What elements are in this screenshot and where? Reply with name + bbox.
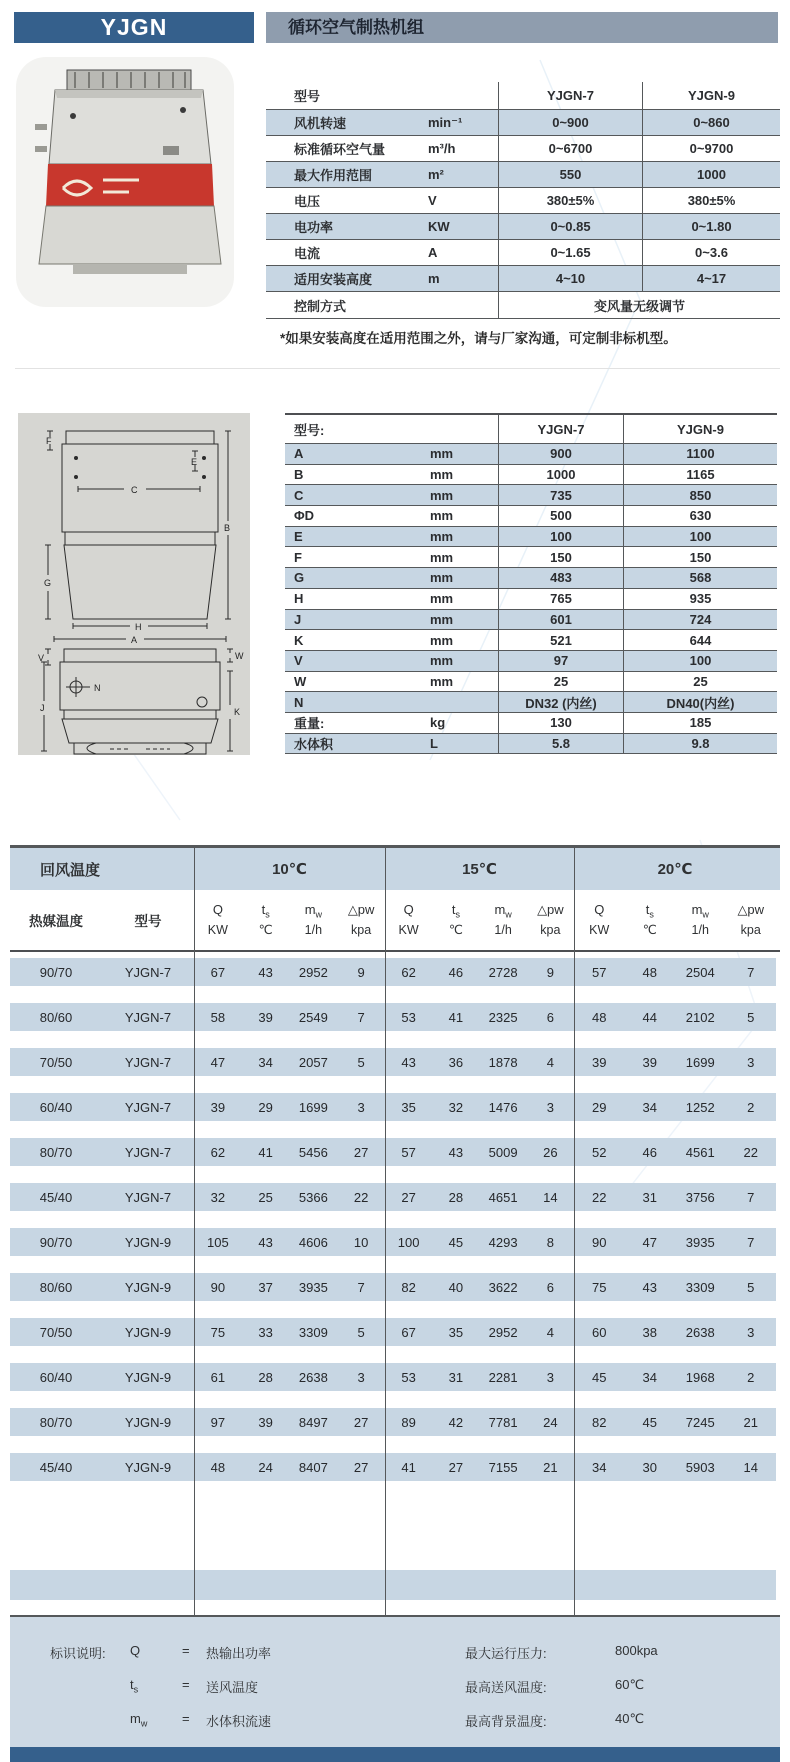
spec-header-row [266, 82, 780, 110]
dim-row-value-yjgn9: 185 [623, 713, 777, 733]
spec-row-value-yjgn9: 380±5% [642, 188, 780, 213]
legend-item: $m_w$ = 水体积流速 [130, 1711, 272, 1729]
limit-item: 最高送风温度: 60℃ [465, 1677, 645, 1695]
temp-group-20: 20℃ [657, 861, 693, 878]
svg-text:H: H [135, 622, 142, 632]
dim-row-label: W [294, 673, 307, 689]
perf-row: 80/70 YJGN-9 97 39 8497 27 89 42 7781 24 82 45 7245 21 [10, 1408, 776, 1436]
dim-row-value-yjgn7: 25 [498, 672, 623, 692]
dim-header-label: 型号: [294, 422, 325, 438]
medium-temp-value: 90/70 [39, 1234, 73, 1250]
dim-row-unit: mm [430, 632, 454, 648]
dim-header-row [285, 415, 777, 444]
subcol-group-10 [194, 890, 385, 950]
spec-control-label: 控制方式 [294, 298, 347, 314]
dim-row-label: C [294, 487, 304, 503]
group-divider-1 [194, 848, 195, 1615]
dim-row-unit: mm [430, 529, 454, 545]
dim-row-value-yjgn9: DN40(内丝) [623, 692, 777, 712]
subcol: △pw kpa [347, 902, 375, 937]
spec-row-label: 最大作用范围 [294, 168, 373, 183]
spec-row [266, 110, 780, 136]
spec-row-value-yjgn7: 380±5% [498, 188, 642, 213]
dim-row [285, 547, 777, 568]
limit-item: 最高背景温度: 40℃ [465, 1711, 645, 1729]
subcol-group-20 [574, 890, 776, 950]
spec-row-label: 标准循环空气量 [294, 142, 386, 157]
medium-temp-value: 80/60 [39, 1279, 73, 1295]
spec-row-value-yjgn9: 0~860 [642, 110, 780, 135]
dim-row-unit: mm [430, 467, 454, 483]
perf-row: 45/40 YJGN-7 32 25 5366 22 27 28 4651 14 22 31 3756 7 [10, 1183, 776, 1211]
spec-row-value-yjgn9: 0~3.6 [642, 240, 780, 265]
dim-row-label: V [294, 653, 303, 669]
svg-text:W: W [235, 651, 244, 661]
dim-row-value-yjgn7: 765 [498, 589, 623, 609]
dim-row [285, 630, 777, 651]
svg-text:K: K [234, 707, 241, 717]
subcol: Q KW [589, 902, 610, 937]
dim-row-value-yjgn9: 100 [623, 651, 777, 671]
dim-row-unit: mm [430, 487, 454, 503]
dim-row-value-yjgn7: 97 [498, 651, 623, 671]
spec-row-value-yjgn9: 4~17 [642, 266, 780, 291]
spec-row-value-yjgn9: 0~1.80 [642, 214, 780, 239]
page-title: 循环空气制热机组 [266, 12, 778, 43]
dim-row [285, 589, 777, 610]
dim-row [285, 692, 777, 713]
medium-temp-value: 45/40 [39, 1189, 73, 1205]
perf-empty-band [10, 1570, 776, 1600]
model-value: YJGN-9 [124, 1369, 172, 1385]
model-value: YJGN-7 [124, 1099, 172, 1115]
dim-row-unit: kg [430, 715, 446, 731]
model-value: YJGN-9 [124, 1414, 172, 1430]
dim-row-value-yjgn9: 9.8 [623, 734, 777, 754]
spec-row-unit: KW [428, 219, 450, 234]
dim-row-value-yjgn9: 935 [623, 589, 777, 609]
svg-text:N: N [94, 683, 101, 693]
dim-row-label: B [294, 467, 304, 483]
dim-row-value-yjgn9: 644 [623, 630, 777, 650]
spec-row-unit: V [428, 193, 437, 208]
dim-row-value-yjgn7: 735 [498, 485, 623, 505]
dim-row [285, 672, 777, 693]
dim-row [285, 485, 777, 506]
dim-row-value-yjgn9: 25 [623, 672, 777, 692]
spec-row-unit: m [428, 271, 440, 286]
model-value: YJGN-9 [124, 1324, 172, 1340]
perf-row: 90/70 YJGN-7 67 43 2952 9 62 46 2728 9 57 48 2504 7 [10, 958, 776, 986]
dim-row-unit: L [430, 735, 438, 751]
dim-header-unit [428, 415, 498, 443]
dim-row-value-yjgn9: 150 [623, 547, 777, 567]
dim-row [285, 610, 777, 631]
dim-row-value-yjgn9: 100 [623, 527, 777, 547]
group-divider-2 [385, 848, 386, 1615]
brand-logo: YJGN [14, 12, 254, 43]
model-value: YJGN-9 [124, 1459, 172, 1475]
dim-header-col2: YJGN-9 [623, 415, 777, 443]
medium-temp-value: 80/70 [39, 1144, 73, 1160]
dim-row-value-yjgn7: 130 [498, 713, 623, 733]
dim-row-unit: mm [430, 446, 454, 462]
dim-row-label: F [294, 549, 302, 565]
spec-row [266, 136, 780, 162]
dim-row-unit: mm [430, 591, 454, 607]
spec-header-col2: YJGN-9 [642, 82, 780, 109]
subcol: Q KW [207, 902, 228, 937]
medium-temp-value: 45/40 [39, 1459, 73, 1475]
dim-row-unit: mm [430, 611, 454, 627]
spec-row-value-yjgn9: 1000 [642, 162, 780, 187]
dim-row-value-yjgn9: 1165 [623, 465, 777, 485]
limit-item: 最大运行压力: 800kpa [465, 1643, 658, 1661]
perf-row: 90/70 YJGN-9 105 43 4606 10 100 45 4293 8 90 47 3935 7 [10, 1228, 776, 1256]
dim-row-label: 水体积 [294, 736, 334, 752]
legend-item: $t_s$ = 送风温度 [130, 1677, 259, 1695]
dim-row-value-yjgn9: 568 [623, 568, 777, 588]
dim-row-value-yjgn7: 1000 [498, 465, 623, 485]
dim-row-value-yjgn7: 521 [498, 630, 623, 650]
model-value: YJGN-7 [124, 1189, 172, 1205]
dim-row [285, 713, 777, 734]
spec-row-value-yjgn7: 0~900 [498, 110, 642, 135]
svg-text:F: F [46, 436, 52, 446]
model-value: YJGN-7 [124, 964, 172, 980]
temp-group-15: 15℃ [462, 861, 497, 878]
subcol: $t_s$ ℃ [642, 902, 657, 937]
performance-table [10, 845, 780, 1615]
dim-row-value-yjgn7: 500 [498, 506, 623, 526]
dim-row-unit: mm [430, 508, 454, 524]
perf-row: 80/70 YJGN-7 62 41 5456 27 57 43 5009 26 52 46 4561 22 [10, 1138, 776, 1166]
dim-row-label: ΦD [294, 508, 315, 524]
perf-row: 70/50 YJGN-7 47 34 2057 5 43 36 1878 4 39 39 1699 3 [10, 1048, 776, 1076]
perf-subheader-row [10, 890, 780, 952]
spec-header-unit [426, 82, 498, 109]
spec-table [266, 82, 780, 319]
spec-control-row [266, 292, 780, 319]
subcol: $m_w$ 1/h [691, 902, 709, 937]
svg-text:A: A [131, 635, 138, 645]
dim-row [285, 465, 777, 486]
dim-row-unit: mm [430, 549, 454, 565]
medium-temp-value: 60/40 [39, 1369, 73, 1385]
legend-title: 标识说明: [50, 1646, 106, 1661]
medium-temp-value: 70/50 [39, 1054, 73, 1070]
dim-row [285, 734, 777, 755]
spec-row [266, 188, 780, 214]
svg-text:J: J [40, 703, 45, 713]
svg-text:G: G [44, 578, 52, 588]
dim-row [285, 527, 777, 548]
spec-row-label: 风机转速 [294, 116, 347, 131]
spec-row [266, 162, 780, 188]
spec-header-col1: YJGN-7 [498, 82, 642, 109]
dim-row-value-yjgn7: 5.8 [498, 734, 623, 754]
spec-row-label: 电功率 [294, 220, 334, 235]
dim-row-label: H [294, 591, 304, 607]
medium-temp-label: 热媒温度 [29, 914, 83, 929]
legend-item: Q = 热输出功率 [130, 1643, 272, 1661]
dim-row [285, 568, 777, 589]
spec-note: *如果安装高度在适用范围之外，请与厂家沟通，可定制非标机型。 [280, 331, 677, 346]
legend-panel [10, 1617, 780, 1747]
dim-row-label: K [294, 632, 304, 648]
dim-row-value-yjgn9: 850 [623, 485, 777, 505]
spec-row-label: 适用安装高度 [294, 272, 373, 287]
subcol: $t_s$ ℃ [258, 902, 273, 937]
spec-row [266, 240, 780, 266]
medium-temp-value: 70/50 [39, 1324, 73, 1340]
subcol: △pw kpa [737, 902, 765, 937]
dim-row-label: 重量: [294, 716, 325, 732]
spec-row-value-yjgn7: 550 [498, 162, 642, 187]
spec-row-unit: m² [428, 167, 444, 182]
dim-row-value-yjgn9: 630 [623, 506, 777, 526]
dim-row-value-yjgn7: 601 [498, 610, 623, 630]
svg-text:B: B [224, 523, 231, 533]
medium-temp-value: 90/70 [39, 964, 73, 980]
dim-row [285, 444, 777, 465]
dim-row-value-yjgn7: 900 [498, 444, 623, 464]
group-divider-3 [574, 848, 575, 1615]
dim-row-value-yjgn7: 483 [498, 568, 623, 588]
dimension-table [285, 413, 777, 754]
dim-row-label: J [294, 611, 302, 627]
spec-row [266, 266, 780, 292]
dim-row-value-yjgn7: 100 [498, 527, 623, 547]
svg-text:E: E [191, 457, 198, 467]
svg-text:V: V [38, 653, 45, 663]
medium-temp-value: 80/60 [39, 1009, 73, 1025]
perf-row: 60/40 YJGN-9 61 28 2638 3 53 31 2281 3 45 34 1968 2 [10, 1363, 776, 1391]
medium-temp-value: 60/40 [39, 1099, 73, 1115]
bottom-bar [10, 1747, 780, 1762]
perf-row: 80/60 YJGN-7 58 39 2549 7 53 41 2325 6 48 44 2102 5 [10, 1003, 776, 1031]
model-value: YJGN-7 [124, 1144, 172, 1160]
dim-header-col1: YJGN-7 [498, 415, 623, 443]
model-value: YJGN-7 [124, 1009, 172, 1025]
dim-row-label: A [294, 446, 304, 462]
model-value: YJGN-9 [124, 1279, 172, 1295]
dim-row-unit: mm [430, 673, 454, 689]
spec-row-unit: A [428, 245, 438, 260]
dim-row-value-yjgn7: 150 [498, 547, 623, 567]
dim-row-label: E [294, 529, 303, 545]
model-label: 型号 [134, 914, 162, 929]
return-air-temp-label: 回风温度 [40, 861, 101, 879]
spec-row-unit: m³/h [428, 141, 456, 156]
product-photo [15, 56, 235, 308]
spec-row-unit: min⁻¹ [428, 114, 463, 130]
spec-control-value: 变风量无级调节 [498, 292, 780, 318]
subcol: $m_w$ 1/h [304, 902, 323, 937]
perf-row: 80/60 YJGN-9 90 37 3935 7 82 40 3622 6 75 43 3309 5 [10, 1273, 776, 1301]
dim-row-value-yjgn9: 724 [623, 610, 777, 630]
dim-row [285, 651, 777, 672]
perf-header-row [10, 848, 780, 890]
dim-row [285, 506, 777, 527]
subcol-group-15 [385, 890, 574, 950]
spec-header-label: 型号 [294, 89, 321, 104]
dim-row-label: N [294, 694, 304, 710]
spec-row-label: 电压 [294, 194, 321, 209]
spec-row-value-yjgn7: 0~0.85 [498, 214, 642, 239]
dim-row-value-yjgn9: 1100 [623, 444, 777, 464]
spec-row-value-yjgn9: 0~9700 [642, 136, 780, 161]
dim-row-label: G [294, 570, 305, 586]
model-value: YJGN-9 [124, 1234, 172, 1250]
dim-row-value-yjgn7: DN32 (内丝) [498, 692, 623, 712]
spec-row-label: 电流 [294, 246, 321, 261]
dim-row-unit [428, 692, 498, 712]
svg-text:C: C [131, 485, 138, 495]
subcol: Q KW [398, 902, 419, 937]
spec-row-value-yjgn7: 0~1.65 [498, 240, 642, 265]
section-divider [15, 368, 780, 369]
dimension-diagram [18, 413, 250, 755]
spec-row [266, 214, 780, 240]
subcol: $t_s$ ℃ [448, 902, 463, 937]
dim-row-unit: mm [430, 570, 454, 586]
medium-temp-value: 80/70 [39, 1414, 73, 1430]
temp-group-10: 10℃ [272, 861, 307, 878]
perf-row: 60/40 YJGN-7 39 29 1699 3 35 32 1476 3 29 34 1252 2 [10, 1093, 776, 1121]
dim-row-unit: mm [430, 653, 454, 669]
model-value: YJGN-7 [124, 1054, 172, 1070]
perf-row: 45/40 YJGN-9 48 24 8407 27 41 27 7155 21 34 30 5903 14 [10, 1453, 776, 1481]
spec-row-value-yjgn7: 4~10 [498, 266, 642, 291]
subcol: $m_w$ 1/h [494, 902, 512, 937]
perf-row: 70/50 YJGN-9 75 33 3309 5 67 35 2952 4 60 38 2638 3 [10, 1318, 776, 1346]
spec-row-value-yjgn7: 0~6700 [498, 136, 642, 161]
subcol: △pw kpa [537, 902, 564, 937]
